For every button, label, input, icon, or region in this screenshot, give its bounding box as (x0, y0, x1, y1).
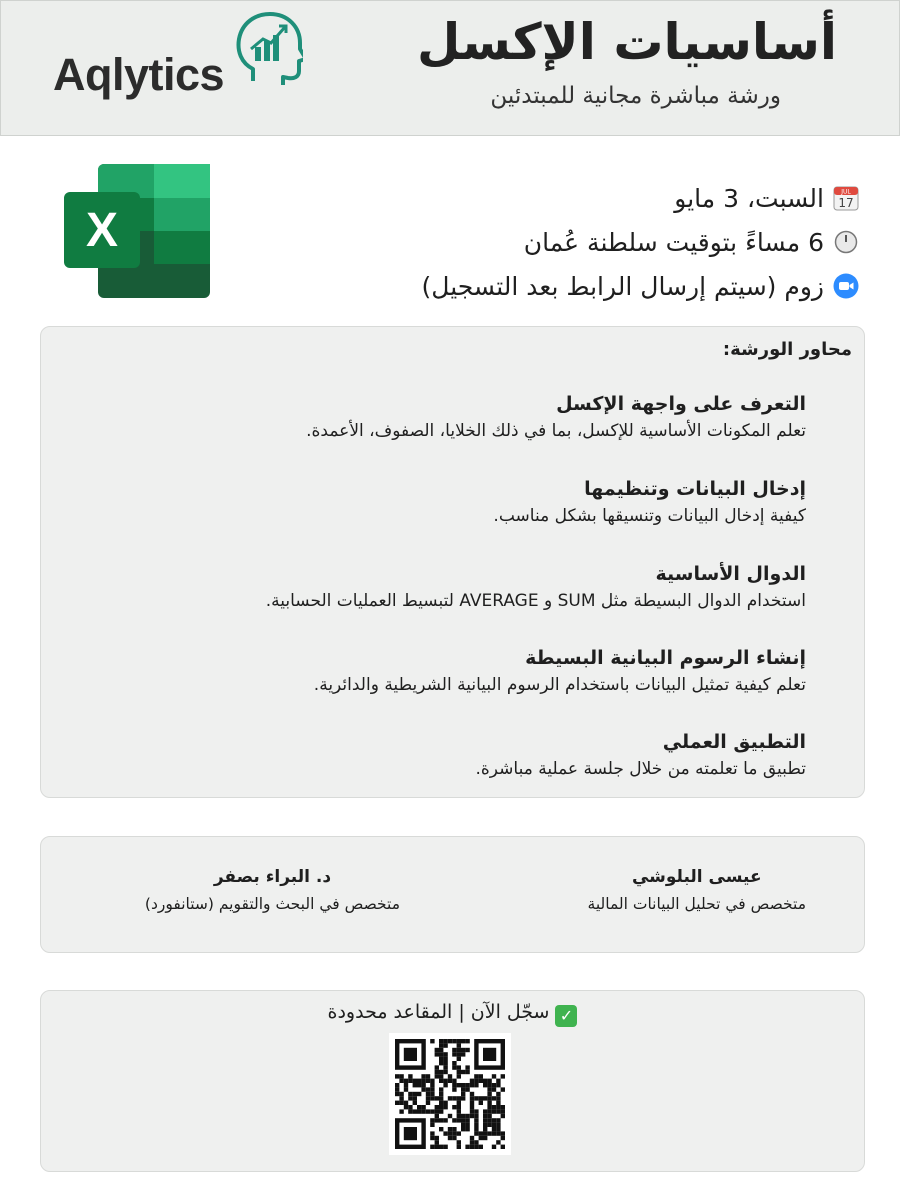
zoom-icon (832, 272, 860, 300)
topic-title: الدوال الأساسية (655, 563, 806, 585)
presenter-role: متخصص في البحث والتقويم (ستانفورد) (144, 895, 400, 913)
registration-panel (40, 990, 865, 1172)
register-text: سجّل الآن | المقاعد محدودة (327, 1001, 550, 1023)
page-title: أساسيات الإكسل (416, 13, 837, 71)
topic-desc: كيفية إدخال البيانات وتنسيقها بشكل مناسب. (493, 506, 806, 526)
event-platform: زوم (سيتم إرسال الرابط بعد التسجيل) (421, 271, 824, 301)
event-time: 6 مساءً بتوقيت سلطنة عُمان (523, 227, 824, 257)
event-date: السبت، 3 مايو (674, 183, 824, 213)
presenter-card (145, 867, 400, 913)
event-platform-row (422, 264, 860, 308)
topic-item (306, 393, 806, 441)
header-banner (0, 0, 900, 136)
topic-item (266, 563, 806, 611)
logo-text: Aqlytics (53, 49, 225, 100)
clock-icon (832, 228, 860, 256)
calendar-month: JUL (841, 188, 851, 196)
svg-text:X: X (85, 204, 119, 257)
calendar-day: 17 (838, 196, 854, 210)
topic-title: إدخال البيانات وتنظيمها (584, 478, 806, 500)
topic-item (493, 478, 806, 526)
presenters-panel (40, 836, 865, 953)
aqlytics-logo (53, 11, 313, 111)
topic-item (314, 647, 806, 695)
page-subtitle: ورشة مباشرة مجانية للمبتدئين (490, 83, 781, 109)
topic-title: التطبيق العملي (662, 731, 806, 753)
event-info (422, 176, 860, 308)
topic-title: إنشاء الرسوم البيانية البسيطة (525, 647, 806, 669)
presenter-role: متخصص في تحليل البيانات المالية (587, 895, 806, 913)
topics-heading: محاور الورشة: (722, 339, 852, 360)
presenter-name: عيسى البلوشي (631, 867, 762, 887)
presenter-name: د. البراء بصفر (213, 867, 332, 887)
event-time-row (422, 220, 860, 264)
event-date-row (422, 176, 860, 220)
excel-icon (64, 162, 212, 300)
head-chart-icon (233, 11, 303, 91)
check-icon: ✓ (555, 1005, 577, 1027)
qr-code[interactable] (389, 1033, 511, 1155)
topic-title: التعرف على واجهة الإكسل (556, 393, 806, 415)
topics-panel (40, 326, 865, 798)
register-cta (41, 1001, 864, 1027)
topic-item (475, 731, 806, 779)
topic-desc: تعلم كيفية تمثيل البيانات باستخدام الرسوم البيانية الشريطية والدائرية. (313, 675, 806, 695)
presenter-card (588, 867, 806, 913)
topic-desc: تطبيق ما تعلمته من خلال جلسة عملية مباشرة. (475, 759, 806, 779)
topic-desc: استخدام الدوال البسيطة مثل SUM و AVERAGE لتبسيط العمليات الحسابية. (265, 591, 806, 611)
calendar-icon (832, 184, 860, 212)
topic-desc: تعلم المكونات الأساسية للإكسل، بما في ذلك الخلايا، الصفوف، الأعمدة. (306, 421, 806, 441)
